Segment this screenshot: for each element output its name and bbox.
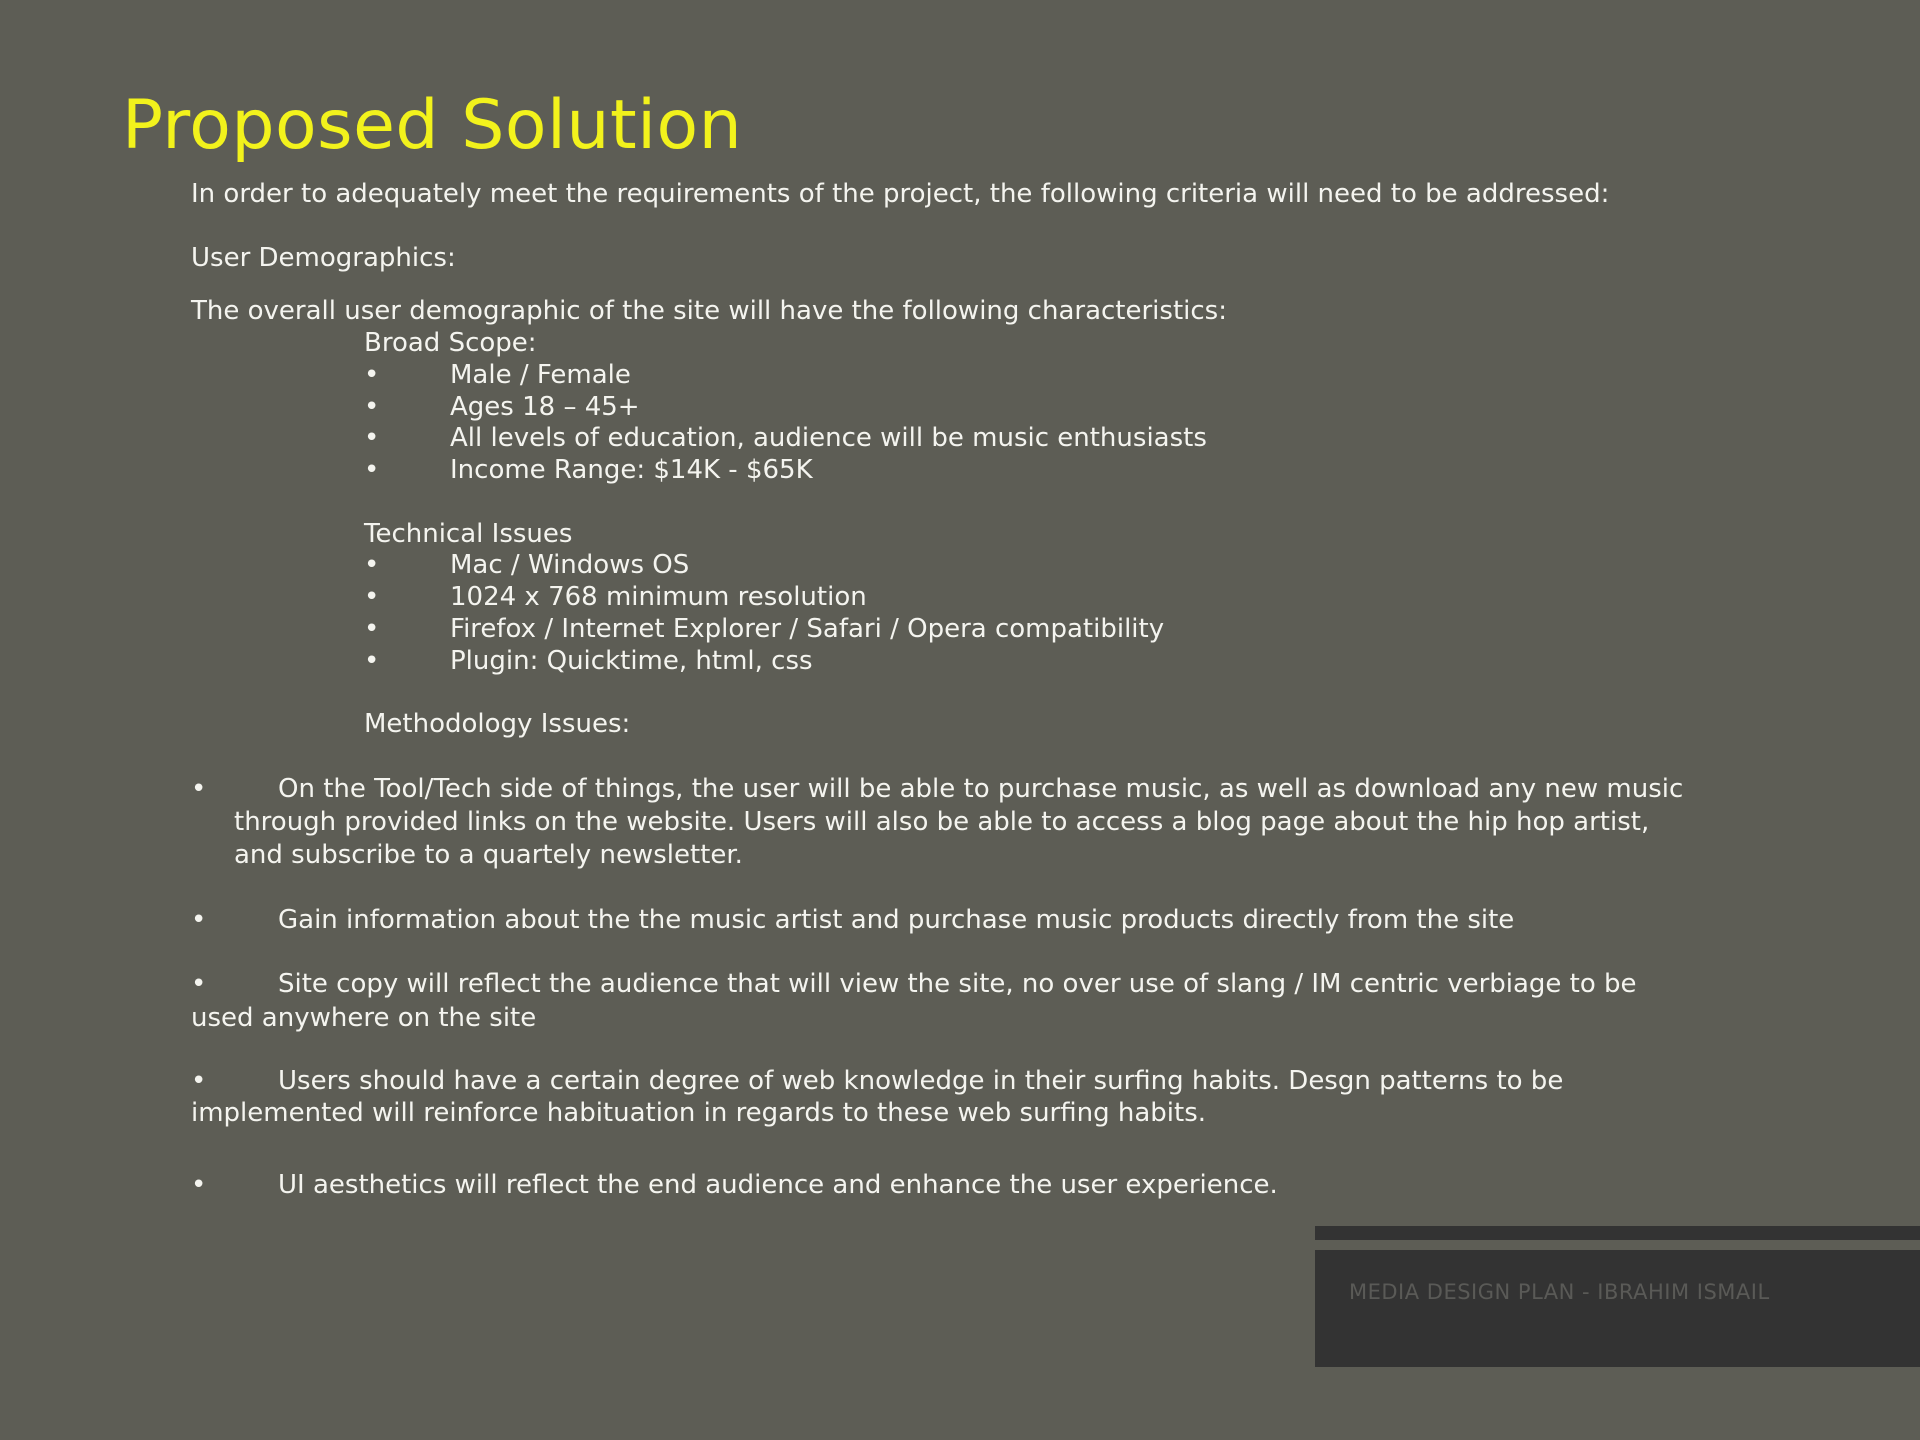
page-title: Proposed Solution	[122, 86, 743, 165]
footer-text: MEDIA DESIGN PLAN - IBRAHIM ISMAIL	[1349, 1280, 1770, 1304]
methodology-point-4: Users should have a certain degree of web knowledge in their surfing habits. Desgn patterns to be	[278, 1066, 1564, 1096]
methodology-point-1: On the Tool/Tech side of things, the user will be able to purchase music, as well as download any new music	[278, 774, 1684, 804]
methodology-point-1-line-2: through provided links on the website. Users will also be able to access a blog page about the hip hop artist,	[234, 807, 1650, 837]
technical-issues-heading: Technical Issues	[364, 519, 573, 549]
bullet-icon: •	[364, 646, 380, 676]
list-item: Ages 18 – 45+	[450, 392, 640, 422]
list-item: 1024 x 768 minimum resolution	[450, 582, 867, 612]
bullet-icon: •	[191, 905, 207, 935]
list-item: Mac / Windows OS	[450, 550, 690, 580]
intro-text: In order to adequately meet the requirements of the project, the following criteria will need to be addressed:	[191, 179, 1610, 209]
bullet-icon: •	[364, 455, 380, 485]
bullet-icon: •	[191, 774, 207, 804]
broad-scope-heading: Broad Scope:	[364, 328, 537, 358]
methodology-point-2: Gain information about the the music artist and purchase music products directly from the site	[278, 905, 1515, 935]
overall-demographic-text: The overall user demographic of the site will have the following characteristics:	[191, 296, 1227, 326]
bullet-icon: •	[364, 423, 380, 453]
footer-divider-bar	[1315, 1226, 1920, 1240]
list-item: Income Range: $14K - $65K	[450, 455, 813, 485]
bullet-icon: •	[191, 1066, 207, 1096]
footer-box	[1315, 1250, 1920, 1367]
methodology-point-3: Site copy will reflect the audience that will view the site, no over use of slang / IM centric verbiage to be	[278, 969, 1637, 999]
list-item: Firefox / Internet Explorer / Safari / Opera compatibility	[450, 614, 1165, 644]
methodology-point-5: UI aesthetics will reflect the end audience and enhance the user experience.	[278, 1170, 1278, 1200]
bullet-icon: •	[364, 392, 380, 422]
bullet-icon: •	[364, 582, 380, 612]
list-item: Male / Female	[450, 360, 631, 390]
bullet-icon: •	[191, 1170, 207, 1200]
list-item: Plugin: Quicktime, html, css	[450, 646, 813, 676]
bullet-icon: •	[364, 360, 380, 390]
methodology-point-4-line-2: implemented will reinforce habituation in regards to these web surfing habits.	[191, 1098, 1207, 1128]
bullet-icon: •	[191, 969, 207, 999]
methodology-point-3-line-2: used anywhere on the site	[191, 1003, 537, 1033]
methodology-point-1-line-3: and subscribe to a quartely newsletter.	[234, 840, 743, 870]
bullet-icon: •	[364, 550, 380, 580]
list-item: All levels of education, audience will be music enthusiasts	[450, 423, 1207, 453]
user-demographics-heading: User Demographics:	[191, 243, 456, 273]
bullet-icon: •	[364, 614, 380, 644]
methodology-heading: Methodology Issues:	[364, 709, 631, 739]
